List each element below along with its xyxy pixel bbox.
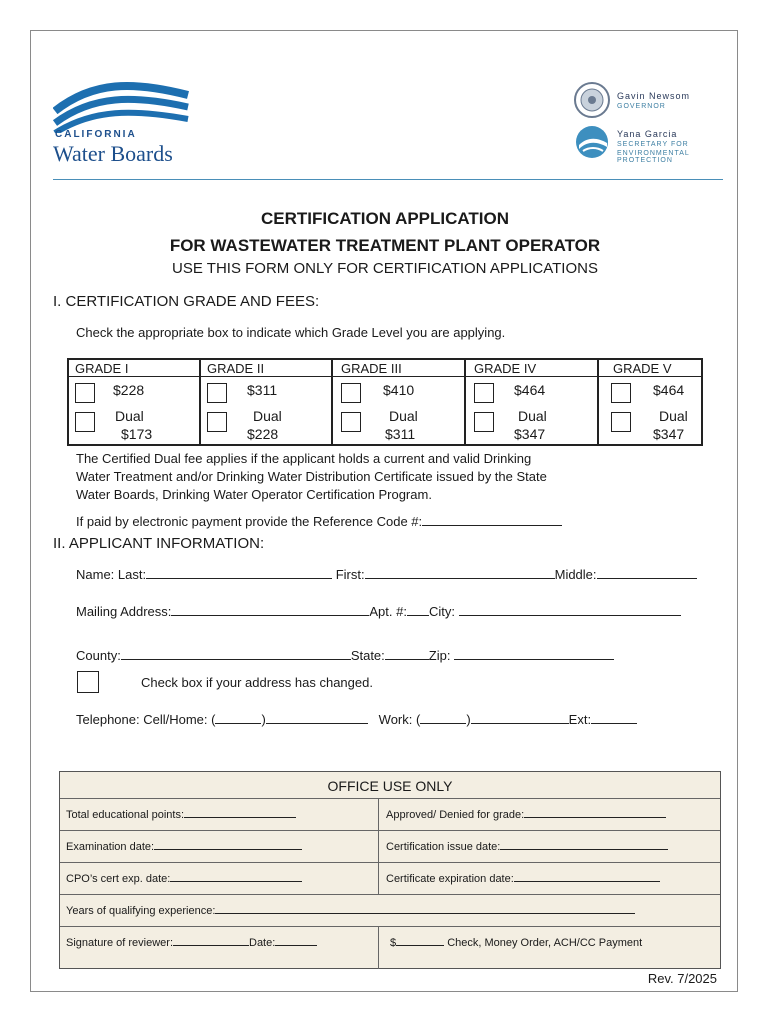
grade-header: GRADE V <box>613 361 672 376</box>
ext-field[interactable] <box>591 711 637 724</box>
office-row-line <box>60 926 720 927</box>
ext-label: Ext: <box>568 712 592 727</box>
years-exp-row <box>66 903 635 917</box>
years-exp-label: Years of qualifying experience: <box>66 905 216 917</box>
county-label: County: <box>76 648 121 663</box>
dual-fee: $173 <box>121 426 153 442</box>
middle-name-label: Middle: <box>554 567 597 582</box>
work-phone-field[interactable] <box>471 711 569 724</box>
payment-method-label: Check, Money Order, ACH/CC Payment <box>447 937 643 949</box>
grade-5-dual-checkbox[interactable] <box>611 412 631 432</box>
payment-row <box>390 935 642 949</box>
dual-note-line2: Water Treatment and/or Drinking Water Distribution Certificate issued by the State <box>76 469 547 484</box>
office-row-line <box>60 862 720 863</box>
governor-name: Gavin Newsom <box>617 91 691 101</box>
grade-column-5 <box>599 360 703 444</box>
reference-code-field[interactable] <box>422 513 562 526</box>
governor-title: GOVERNOR <box>617 103 666 110</box>
grade-3-checkbox[interactable] <box>341 383 361 403</box>
cert-issue-field[interactable] <box>500 839 668 850</box>
grade-fee: $410 <box>383 382 415 398</box>
grade-fee: $464 <box>653 382 685 398</box>
middle-name-field[interactable] <box>597 566 697 579</box>
dual-label: Dual <box>659 408 688 424</box>
exam-date-label: Examination date: <box>66 841 155 853</box>
grade-2-checkbox[interactable] <box>207 383 227 403</box>
state-label: State: <box>350 648 385 663</box>
approved-label: Approved/ Denied for grade: <box>386 809 525 821</box>
zip-label: Zip: <box>428 648 451 663</box>
apt-field[interactable] <box>407 603 429 616</box>
form-title: CERTIFICATION APPLICATION <box>260 209 510 228</box>
form-page <box>30 30 738 992</box>
office-col-line <box>378 926 379 969</box>
grade-column-2 <box>201 360 331 444</box>
telephone-row <box>76 711 637 727</box>
state-field[interactable] <box>385 647 429 660</box>
grade-1-dual-checkbox[interactable] <box>75 412 95 432</box>
office-use-box <box>59 771 721 969</box>
zip-field[interactable] <box>454 647 614 660</box>
cert-exp-row <box>386 871 660 885</box>
exam-date-field[interactable] <box>154 839 302 850</box>
cpo-exp-row <box>66 871 302 885</box>
reference-code-label: If paid by electronic payment provide the Reference Code #: <box>76 514 423 529</box>
dual-fee: $347 <box>514 426 546 442</box>
city-field[interactable] <box>459 603 681 616</box>
apt-label: Apt. #: <box>369 604 407 619</box>
grade-header: GRADE III <box>341 361 402 376</box>
county-field[interactable] <box>121 647 351 660</box>
dual-fee: $228 <box>247 426 279 442</box>
office-col-line <box>378 798 379 894</box>
cert-exp-field[interactable] <box>514 871 660 882</box>
form-subtitle: USE THIS FORM ONLY FOR CERTIFICATION APPLICATIONS <box>172 260 598 277</box>
secretary-title-1: SECRETARY FOR <box>617 141 689 148</box>
work-label: Work: ( <box>378 712 421 727</box>
date-label: Date: <box>249 937 276 949</box>
form-title-line2: FOR WASTEWATER TREATMENT PLANT OPERATOR <box>169 236 601 255</box>
dual-label: Dual <box>115 408 144 424</box>
address-row <box>76 603 681 619</box>
signature-row <box>66 935 317 949</box>
calepa-logo-icon <box>575 125 609 159</box>
county-row <box>76 647 614 663</box>
grade-4-dual-checkbox[interactable] <box>474 412 494 432</box>
grade-header: GRADE II <box>207 361 265 376</box>
office-row-line <box>60 798 720 799</box>
section1-heading: I. CERTIFICATION GRADE AND FEES: <box>53 293 320 310</box>
cert-exp-label: Certificate expiration date: <box>386 873 514 885</box>
grade-2-dual-checkbox[interactable] <box>207 412 227 432</box>
grade-column-1 <box>69 360 199 444</box>
city-label: City: <box>428 604 455 619</box>
water-waves-logo <box>53 81 193 133</box>
office-row-line <box>60 894 720 895</box>
work-area-code-field[interactable] <box>420 711 466 724</box>
last-name-label: Name: Last: <box>76 567 147 582</box>
office-use-heading: OFFICE USE ONLY <box>327 778 453 794</box>
grade-column-3 <box>333 360 464 444</box>
exam-date-row <box>66 839 302 853</box>
approved-field[interactable] <box>524 807 666 818</box>
grade-header: GRADE I <box>75 361 129 376</box>
secretary-title-2: ENVIRONMENTAL PROTECTION <box>617 150 690 164</box>
amount-field[interactable] <box>396 935 444 946</box>
mailing-address-label: Mailing Address: <box>76 604 172 619</box>
grade-5-checkbox[interactable] <box>611 383 631 403</box>
grade-3-dual-checkbox[interactable] <box>341 412 361 432</box>
cert-issue-row <box>386 839 668 853</box>
home-phone-field[interactable] <box>266 711 368 724</box>
grade-4-checkbox[interactable] <box>474 383 494 403</box>
name-row <box>76 566 697 582</box>
dual-fee: $347 <box>653 426 685 442</box>
first-name-field[interactable] <box>365 566 555 579</box>
logo-water-boards: Water Boards <box>53 141 173 166</box>
signature-field[interactable] <box>173 935 249 946</box>
last-name-field[interactable] <box>146 566 332 579</box>
state-seal-icon <box>573 81 611 119</box>
address-changed-label: Check box if your address has changed. <box>141 675 373 690</box>
section2-heading: II. APPLICANT INFORMATION: <box>53 535 265 552</box>
cpo-exp-label: CPO’s cert exp. date: <box>66 873 171 885</box>
grade-fee: $311 <box>247 382 278 398</box>
revision-date: Rev. 7/2025 <box>647 971 717 986</box>
home-area-code-field[interactable] <box>215 711 261 724</box>
edu-points-field[interactable] <box>184 807 296 818</box>
logo-california: CALIFORNIA <box>55 129 137 140</box>
years-exp-field[interactable] <box>215 903 635 914</box>
grade-fee: $464 <box>514 382 546 398</box>
secretary-name: Yana Garcia <box>617 129 678 139</box>
grade-header: GRADE IV <box>474 361 537 376</box>
paren-close: ) <box>261 712 266 727</box>
reference-code-row <box>76 513 562 529</box>
mailing-address-field[interactable] <box>171 603 369 616</box>
grade-fee-table <box>67 358 703 446</box>
dollar-sign: $ <box>390 937 397 949</box>
grade-instruction: Check the appropriate box to indicate which Grade Level you are applying. <box>76 325 506 340</box>
signature-label: Signature of reviewer: <box>66 937 173 949</box>
paren-close: ) <box>466 712 471 727</box>
dual-label: Dual <box>389 408 418 424</box>
approved-row <box>386 807 666 821</box>
dual-label: Dual <box>253 408 282 424</box>
dual-label: Dual <box>518 408 547 424</box>
grade-fee: $228 <box>113 382 145 398</box>
first-name-label: First: <box>335 567 365 582</box>
cpo-exp-field[interactable] <box>170 871 302 882</box>
cert-issue-label: Certification issue date: <box>386 841 501 853</box>
telephone-label: Telephone: Cell/Home: ( <box>76 712 216 727</box>
dual-note-line3: Water Boards, Drinking Water Operator Certification Program. <box>76 487 432 502</box>
dual-fee: $311 <box>385 426 416 442</box>
grade-column-4 <box>466 360 597 444</box>
edu-points-label: Total educational points: <box>66 809 185 821</box>
address-changed-checkbox[interactable] <box>77 671 99 693</box>
header-rule <box>53 179 723 180</box>
edu-points-row <box>66 807 296 821</box>
grade-1-checkbox[interactable] <box>75 383 95 403</box>
office-row-line <box>60 830 720 831</box>
date-field[interactable] <box>275 935 317 946</box>
dual-note-line1: The Certified Dual fee applies if the applicant holds a current and valid Drinking <box>76 451 532 466</box>
